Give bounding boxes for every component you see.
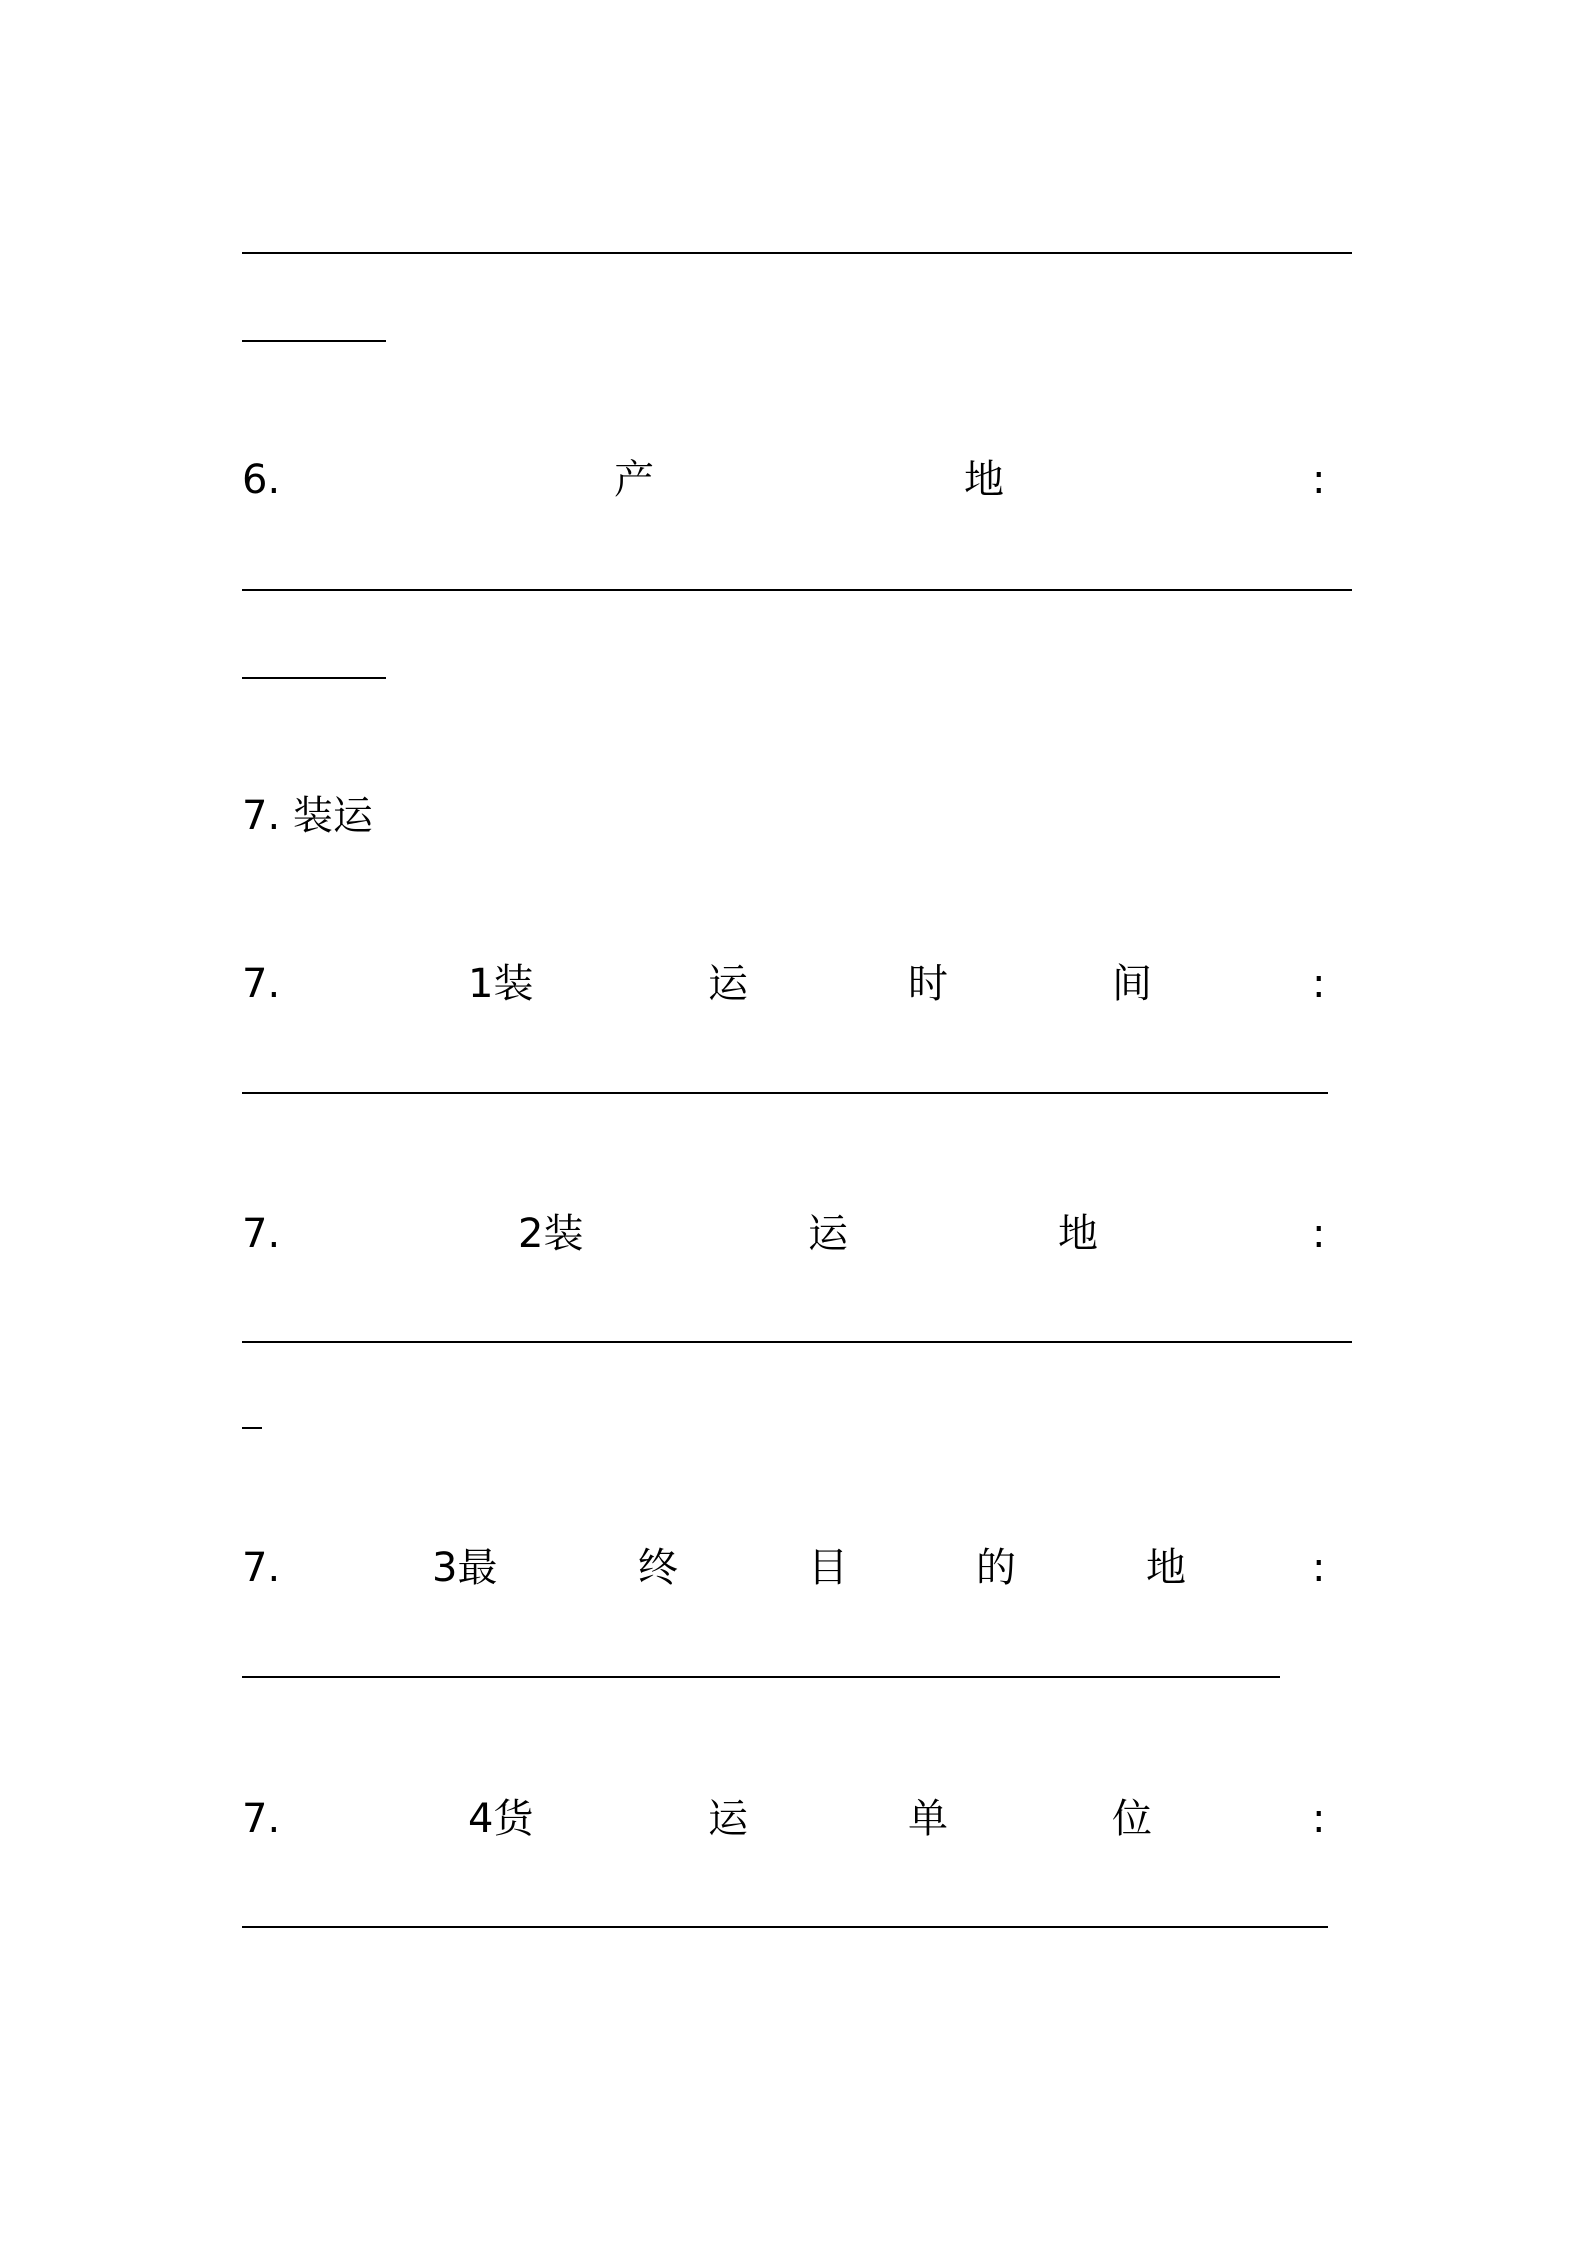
field-freight-unit <box>242 1794 1340 1844</box>
field-label-char: 3最 <box>432 1545 498 1591</box>
field-label-char: 地 <box>964 457 1004 503</box>
field-shipment-place <box>242 1209 1340 1259</box>
section-heading-shipment: 7. 装运 <box>242 793 373 839</box>
blank-line <box>242 1341 1352 1343</box>
field-number: 7. <box>242 1211 281 1257</box>
field-label-char: 地 <box>1058 1211 1098 1257</box>
field-label-char: 2装 <box>518 1211 584 1257</box>
field-label-char: 运 <box>708 961 748 1007</box>
blank-line <box>242 589 1352 591</box>
field-label-char: 运 <box>808 1211 848 1257</box>
field-label-char: 的 <box>976 1545 1016 1591</box>
field-label-char: 目 <box>808 1545 848 1591</box>
field-label-char: 1装 <box>468 961 534 1007</box>
field-colon: : <box>1312 1545 1326 1591</box>
blank-line <box>242 1926 1328 1928</box>
field-label-char: 运 <box>708 1796 748 1842</box>
blank-line <box>242 677 386 679</box>
field-origin <box>242 455 1340 505</box>
blank-line <box>242 1427 262 1429</box>
blank-line <box>242 340 386 342</box>
field-shipment-time <box>242 959 1340 1009</box>
field-number: 7. <box>242 1796 281 1842</box>
field-label-char: 产 <box>614 457 654 503</box>
blank-line <box>242 1676 1280 1678</box>
field-label-char: 时 <box>908 961 948 1007</box>
field-number: 7. <box>242 1545 281 1591</box>
field-number: 6. <box>242 457 281 503</box>
field-label-char: 地 <box>1146 1545 1186 1591</box>
field-label-char: 4货 <box>468 1796 534 1842</box>
field-label-char: 终 <box>638 1545 678 1591</box>
field-colon: : <box>1312 457 1326 503</box>
field-colon: : <box>1312 1211 1326 1257</box>
field-final-destination <box>242 1543 1340 1593</box>
field-number: 7. <box>242 961 281 1007</box>
blank-line <box>242 252 1352 254</box>
field-colon: : <box>1312 961 1326 1007</box>
field-label-char: 单 <box>908 1796 948 1842</box>
field-label-char: 间 <box>1112 961 1152 1007</box>
field-label-char: 位 <box>1112 1796 1152 1842</box>
blank-line <box>242 1092 1328 1094</box>
field-colon: : <box>1312 1796 1326 1842</box>
